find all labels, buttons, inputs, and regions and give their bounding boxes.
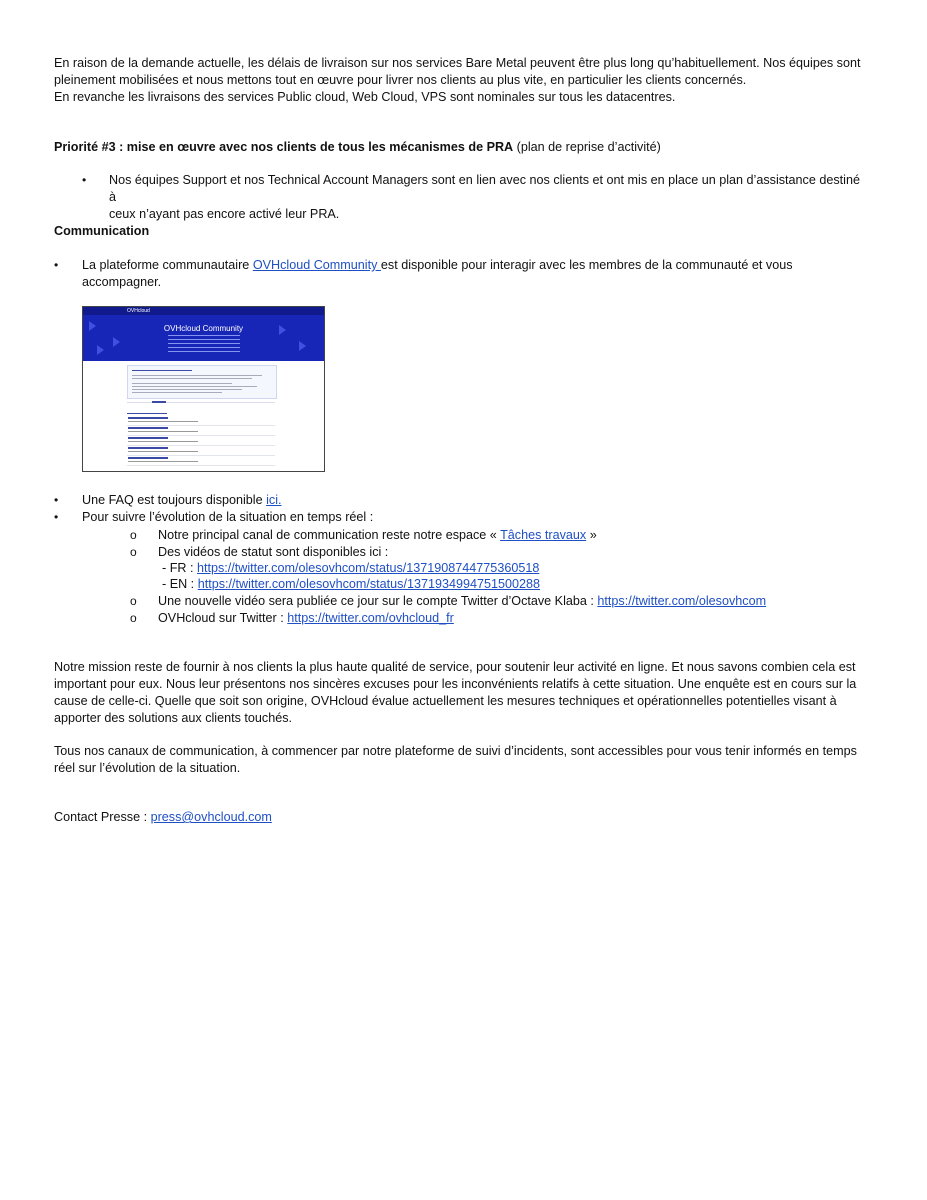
- screenshot-title: OVHcloud Community: [163, 324, 244, 333]
- ovhcloud-twitter-link[interactable]: https://twitter.com/ovhcloud_fr: [287, 611, 454, 625]
- communication-heading-text: Communication: [54, 224, 150, 238]
- community-text: La plateforme communautaire: [82, 258, 253, 272]
- screenshot-hero: [83, 315, 324, 361]
- priority3-bullet-line: ceux n’ayant pas encore activé leur PRA.: [109, 207, 340, 221]
- channels-paragraph: [54, 743, 874, 777]
- mission-line: important pour eux. Nous leur présentons nos sincères excuses pour les inconvénients relatifs à cette situation. Une enquête est en cours sur la: [54, 677, 857, 691]
- priority3-heading-rest: (plan de reprise d’activité): [513, 140, 661, 154]
- sub-item-travaux: [158, 527, 858, 544]
- channels-line: réel sur l’évolution de la situation.: [54, 761, 241, 775]
- bullet-glyph: •: [54, 493, 59, 507]
- decor-triangle-icon: [113, 337, 120, 347]
- sub3-text: Une nouvelle vidéo sera publiée ce jour sur le compte Twitter d’Octave Klaba :: [158, 594, 598, 608]
- video-en-line: [162, 576, 862, 593]
- sub-item-ovhcloud-twitter: [158, 610, 858, 627]
- mission-line: apporter des solutions aux clients touchés.: [54, 711, 293, 725]
- priority3-heading: [54, 139, 874, 156]
- channels-line: Tous nos canaux de communication, à commencer par notre plateforme de suivi d’incidents, sont accessibles pour vous tenir informés en temps: [54, 744, 857, 758]
- community-link[interactable]: OVHcloud Community: [252, 258, 381, 272]
- video-fr-line: [162, 560, 862, 577]
- decor-triangle-icon: [97, 345, 104, 355]
- sub-item-videos: [158, 544, 858, 561]
- screenshot-row: [127, 457, 275, 466]
- priority3-heading-bold: Priorité #3 : mise en œuvre avec nos clients de tous les mécanismes de PRA: [54, 140, 514, 154]
- ring-glyph: o: [130, 611, 137, 625]
- priority3-bullet: [109, 172, 869, 223]
- ring-glyph: o: [130, 528, 137, 542]
- community-text: est disponible pour interagir avec les membres de la communauté et vous: [380, 258, 793, 272]
- sub1-text: »: [586, 528, 597, 542]
- ring-glyph: o: [130, 545, 137, 559]
- screenshot-row: [127, 427, 275, 436]
- screenshot-row: [127, 437, 275, 446]
- sub4-text: OVHcloud sur Twitter :: [158, 611, 288, 625]
- press-contact: [54, 809, 874, 826]
- travaux-link[interactable]: Tâches travaux: [500, 528, 587, 542]
- community-screenshot: [82, 306, 325, 472]
- community-text: accompagner.: [82, 275, 162, 289]
- mission-line: Notre mission reste de fournir à nos clients la plus haute qualité de service, pour soutenir leur activité en ligne. Et nous savons combien cela est: [54, 660, 856, 674]
- octave-twitter-link[interactable]: https://twitter.com/olesovhcom: [597, 594, 767, 608]
- community-bullet: [82, 257, 872, 291]
- follow-bullet: [82, 509, 842, 526]
- bullet-glyph: •: [82, 173, 87, 187]
- ring-glyph: o: [130, 594, 137, 608]
- screenshot-hero-text: [168, 335, 240, 353]
- sub2-text: Des vidéos de statut sont disponibles ici :: [158, 545, 389, 559]
- screenshot-topbar: [83, 307, 324, 315]
- communication-heading: [54, 223, 874, 240]
- screenshot-logo: OVHcloud: [127, 308, 150, 314]
- mission-paragraph: [54, 659, 874, 727]
- intro-paragraph: [54, 55, 874, 106]
- screenshot-row: [127, 417, 275, 426]
- faq-bullet: [82, 492, 842, 509]
- intro-line: En revanche les livraisons des services Public cloud, Web Cloud, VPS sont nominales sur tous les datacentres.: [54, 90, 676, 104]
- faq-link[interactable]: ici.: [266, 493, 282, 507]
- press-email-link[interactable]: press@ovhcloud.com: [150, 810, 272, 824]
- sub1-text: Notre principal canal de communication reste notre espace «: [158, 528, 501, 542]
- screenshot-notice: [127, 365, 277, 399]
- intro-line: En raison de la demande actuelle, les délais de livraison sur nos services Bare Metal peuvent être plus long qu’habituellement. Nos équipes sont: [54, 56, 861, 70]
- fr-label: - FR :: [162, 561, 197, 575]
- sub-item-octave: [158, 593, 858, 610]
- faq-text: Une FAQ est toujours disponible: [82, 493, 267, 507]
- bullet-glyph: •: [54, 510, 59, 524]
- video-en-link[interactable]: https://twitter.com/olesovhcom/status/1371934994751500288: [197, 577, 541, 591]
- intro-line: pleinement mobilisées et nous mettons tout en œuvre pour livrer nos clients au plus vite, en particulier les clients concernés.: [54, 73, 747, 87]
- video-fr-link[interactable]: https://twitter.com/olesovhcom/status/1371908744775360518: [196, 561, 540, 575]
- screenshot-content: [127, 365, 277, 469]
- press-contact-label: Contact Presse :: [54, 810, 151, 824]
- priority3-bullet-line: Nos équipes Support et nos Technical Account Managers sont en lien avec nos clients et ont mis en place un plan d’assistance destiné à: [109, 173, 860, 204]
- screenshot-row: [127, 447, 275, 456]
- follow-text: Pour suivre l’évolution de la situation en temps réel :: [82, 510, 374, 524]
- mission-line: cause de celle-ci. Quelle que soit son origine, OVHcloud évalue actuellement les mesures techniques et opérationnelles potentielles visant à: [54, 694, 837, 708]
- bullet-glyph: •: [54, 258, 59, 272]
- en-label: - EN :: [162, 577, 198, 591]
- decor-triangle-icon: [299, 341, 306, 351]
